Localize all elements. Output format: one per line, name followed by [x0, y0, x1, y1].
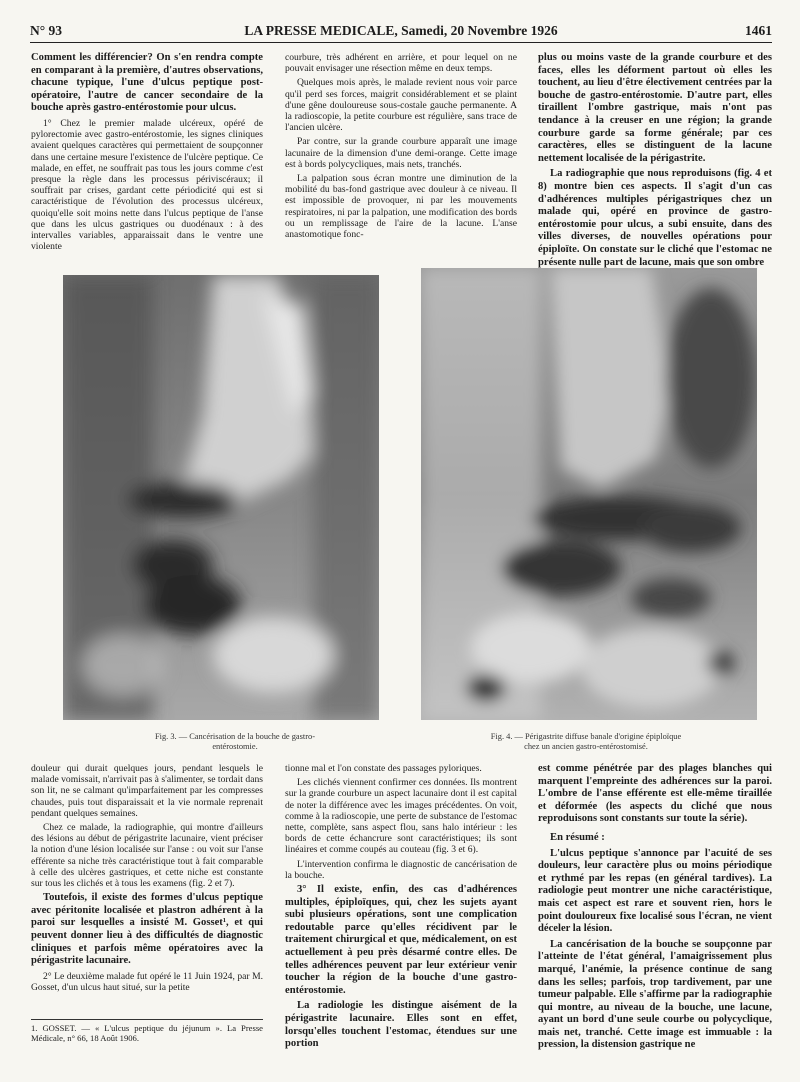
paragraph: La cancérisation de la bouche se soupçonne par l'atteinte de l'état général, l'amaigrissement plus marqué, l'anémie, la présence continue de sang dans les selles; parfois, trop tardivement, par une tumeur palpable. Elle s'affirme par la radiographie qui montre, au niveau de la bouche, une lacune, ayant un bord d'une seule courbe ou polycyclique, mais net, tranché. Cette image est immuable : la pression, la distension gastrique ne: [538, 938, 772, 1051]
paragraph: tionne mal et l'on constate des passages pyloriques.: [285, 763, 482, 774]
bottom-column-1: [31, 763, 263, 996]
bottom-column-3: [538, 763, 772, 1055]
footnote-text: 1. GOSSET. — « L'ulcus peptique du jéjunum ». La Presse Médicale, n° 66, 18 Août 1906.: [31, 1023, 263, 1043]
paragraph: L'ulcus peptique s'annonce par l'acuité de ses douleurs, leur caractère plus ou moins périodique et rythmé par les repas (en général tardives). La radiologie peut montrer une niche caractéristique, mais cet aspect est rare et souvent rien, hors le point douloureux fixe localisé sous l'écran, ne vient déceler la lésion.: [538, 847, 772, 935]
paragraph: 2° Le deuxième malade fut opéré le 11 Juin 1924, par M. Gosset, d'un ulcus haut situé, sur la petite: [31, 970, 263, 993]
top-column-1: [31, 52, 263, 255]
paragraph: Par contre, sur la grande courbure apparaît une image lacunaire de la dimension d'une demi-orange. Cette image est à bords polycycliques, mais nets, tranchés.: [285, 136, 517, 170]
paragraph: La palpation sous écran montre une diminution de la mobilité du bas-fond gastrique avec douleur à ce niveau. Il est impossible de provoquer, ni par les mouvements respiratoires, ni par la palpation, une modification des bords ou un remplissage de l'aire de la lacune. L'anse anastomotique fonc-: [285, 173, 517, 241]
paragraph: En résumé :: [550, 831, 605, 843]
paragraph: Toutefois, il existe des formes d'ulcus peptique avec péritonite localisée et plastron adhérent à la paroi sur lesquelles a insisté M. Gosset¹, et qui peuvent donner lieu à des difficultés de diagnostic cliniques et parfois même opératoires avec la périgastrite lacunaire.: [31, 892, 263, 967]
radiograph-image: [421, 268, 757, 720]
figure-3-caption: Fig. 3. — Cancérisation de la bouche de gastro-entérostomie.: [154, 732, 315, 751]
figure-3-radiograph: [63, 275, 379, 720]
paragraph: Les clichés viennent confirmer ces données. Ils montrent sur la grande courbure un aspect lacunaire dont il est capital de noter la différence avec les images précédentes. On voit, comme à la radioscopie, une perte de substance de l'estomac nette, complète, sans aspect flou, sans halo intérieur : les bords de cette échancrure sont caractéristiques; ils sont linéaires et comme coupés au couteau (fig. 3 et 6).: [285, 777, 517, 856]
paragraph: Quelques mois après, le malade revient nous voir parce qu'il perd ses forces, maigrit considérablement et se plaint d'une gêne douloureuse sous-costale gauche permanente. A la radioscopie, la petite courbure est régulière, sans trace de l'ancien ulcère.: [285, 77, 517, 134]
paragraph: Comment les différencier? On s'en rendra compte en comparant à la première, d'autres observations, chacune typique, l'une d'ulcus peptique post-opératoire, l'autre de cancer secondaire de la bouche après gastro-entérostomie pour ulcus.: [31, 52, 263, 114]
paragraph: La radiologie les distingue aisément de la périgastrite lacunaire. Elles sont en effet, lorsqu'elles touchent l'estomac, étendues sur une portion: [285, 1000, 517, 1050]
page-number: N° 93: [30, 23, 63, 38]
top-column-2: [285, 52, 517, 243]
top-column-3: [538, 52, 772, 272]
paragraph: 1° Chez le premier malade ulcéreux, opéré de pylorectomie avec gastro-entérostomie, les signes cliniques avaient quelques caractères qui permettaient de soupçonner dans une certaine mesure l'existence de l'ulcère peptique. Ce malade, en effet, ne souffrait pas tous les jours comme c'est presque la règle dans les processus périviscéraux; il souffrait par crises, gardant cette périodicité qui est si caractéristique de l'évolution des processus ulcéreux, quoiqu'elle soit moins nette dans l'ulcus peptique de l'anse que dans les ulcus gastriques ou duodénaux : à des intervalles variables, apparaissait dans le ventre une violente: [31, 117, 263, 253]
radiograph-image: [63, 275, 379, 720]
paragraph: plus ou moins vaste de la grande courbure et des faces, elles les déforment partout où elles les touchent, au lieu d'être électivement centrées par la bouche de gastro-entérostomie. D'autre part, elles tiraillent l'ombre gastrique, mais n'ont pas tendance à la creuser en une région; la grande courbure garde sa forme générale; par ces caractères, elles se distinguent de la lacune nettement localisée de la périgastrite.: [538, 52, 772, 164]
page-header: [30, 20, 772, 43]
paragraph: Chez ce malade, la radiographie, qui montre d'ailleurs des lésions au début de périgastrite lacunaire, vient préciser la notion d'une lésion localisée sur l'anse : ou voit sur l'anse efférente sa niche très caractéristique tout à fait comparable à celle des ulcères gastriques, et cette niche est constante sur tous les clichés et à tous les examens (fig. 2 et 7).: [31, 822, 263, 890]
paragraph: L'intervention confirma le diagnostic de cancérisation de la bouche.: [285, 858, 517, 881]
bottom-column-2: [285, 763, 517, 1054]
paragraph: courbure, très adhérent en arrière, et pour lequel on ne pouvait envisager une résection même en deux temps.: [285, 52, 517, 75]
journal-title: LA PRESSE MEDICALE, Samedi, 20 Novembre 1926: [244, 23, 558, 38]
paragraph: est comme pénétrée par des plages blanches qui marquent l'empreinte des adhérences sur la paroi. L'ombre de l'anse efférente est elle-même tiraillée et déformée (les aspects du cliché que nous reproduisons sont constants sur toute la série).: [538, 763, 772, 825]
paragraph: La radiographie que nous reproduisons (fig. 4 et 8) montre bien ces aspects. Il s'agit d'un cas d'adhérences multiples périgastriques chez un malade qui, opéré en province de gastro-entérostomie pour ulcus, a subi ensuite, dans des villes diverses, de nouvelles opérations pour épiploïte. On constate sur le cliché que l'estomac ne présente nulle part de lacune, mais que son ombre: [538, 168, 772, 268]
footnote: [31, 1019, 263, 1043]
paragraph: 3° Il existe, enfin, des cas d'adhérences multiples, épiploïques, qui, chez les sujets ayant subi plusieurs opérations, sont une complication redoutable parce qu'elles récidivent par le traitement chirurgical et que, médicalement, on est actuellement à peu près désarmé contre elles. De telles adhérences peuvent par leur extérieur venir toucher la région de la bouche d'une gastro-entérostomie.: [285, 884, 517, 996]
paragraph: douleur qui durait quelques jours, pendant lesquels le malade vomissait, n'arrivait pas à s'alimenter, se tordait dans son lit, ne se calmant qu'imparfaitement par les compresses chaudes, puis tout disparaissait et la vie normale reprenait pendant quelques semaines.: [31, 763, 263, 819]
figure-4-caption: Fig. 4. — Périgastrite diffuse banale d'origine épiploïque chez un ancien gastro-entérostomisé.: [490, 732, 682, 751]
folio: 1461: [745, 23, 772, 38]
figure-4-radiograph: [421, 268, 757, 720]
